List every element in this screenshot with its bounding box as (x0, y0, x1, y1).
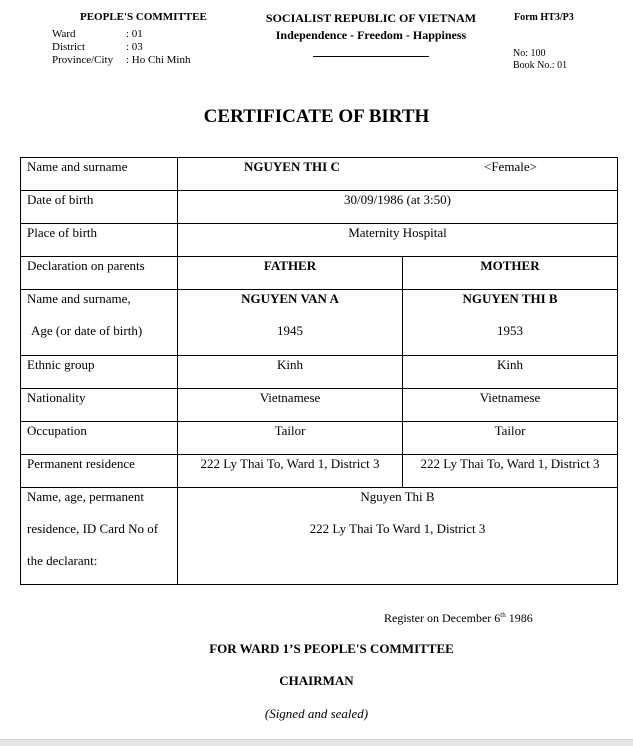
address-label: District (52, 41, 85, 53)
row-label (21, 488, 178, 585)
republic-name: SOCIALIST REPUBLIC OF VIETNAM (265, 11, 477, 25)
address-label: Ward (52, 28, 76, 40)
child-name-cell (178, 158, 618, 191)
mother-header: MOTHER (403, 257, 618, 290)
address-row-province (52, 54, 190, 67)
father-nationality: Vietnamese (178, 389, 403, 422)
national-motto: Independence - Freedom - Happiness (275, 28, 467, 42)
declarant-name: Nguyen Thi B (360, 489, 435, 504)
table-row (21, 356, 618, 389)
register-suffix: th (500, 611, 506, 619)
table-row (21, 191, 618, 224)
father-birth-year: 1945 (277, 323, 303, 338)
row-label: Declaration on parents (21, 257, 178, 290)
mother-name: NGUYEN THI B (462, 291, 558, 306)
mother-birth-year: 1953 (497, 323, 523, 338)
row-label: Occupation (21, 422, 178, 455)
signed-note: (Signed and sealed) (264, 706, 369, 721)
book-number: Book No.: 01 (513, 60, 568, 71)
parent-name-label: Name and surname, (27, 291, 131, 306)
register-year: 1986 (505, 611, 533, 625)
row-label: Date of birth (21, 191, 178, 224)
mother-identity (403, 290, 618, 356)
certificate-table (20, 157, 618, 585)
mother-ethnic: Kinh (403, 356, 618, 389)
issuing-address (52, 28, 190, 67)
address-value: : 03 (126, 41, 143, 53)
table-row (21, 224, 618, 257)
table-row (21, 389, 618, 422)
registration-numbers (513, 48, 567, 72)
address-label: Province/City (52, 54, 114, 66)
father-identity (178, 290, 403, 356)
declarant-label-line: residence, ID Card No of (27, 521, 159, 536)
row-label: Nationality (21, 389, 178, 422)
father-ethnic: Kinh (178, 356, 403, 389)
table-row (21, 455, 618, 488)
table-row (21, 422, 618, 455)
table-row (21, 290, 618, 356)
row-label (21, 290, 178, 356)
row-label: Ethnic group (21, 356, 178, 389)
mother-residence: 222 Ly Thai To, Ward 1, District 3 (403, 455, 618, 488)
address-row-district (52, 41, 190, 54)
mother-occupation: Tailor (403, 422, 618, 455)
father-occupation: Tailor (178, 422, 403, 455)
document-title: CERTIFICATE OF BIRTH (203, 106, 430, 127)
ward-committee-signature: FOR WARD 1’S PEOPLE'S COMMITTEE (209, 641, 454, 656)
motto-underline (313, 56, 429, 57)
row-label: Place of birth (21, 224, 178, 257)
declarant-info (178, 488, 618, 585)
table-row (21, 257, 618, 290)
chairman-title: CHAIRMAN (279, 673, 354, 688)
declarant-label-line: the declarant: (27, 553, 98, 568)
address-value: : Ho Chi Minh (126, 54, 191, 66)
row-label: Name and surname (21, 158, 178, 191)
child-name: NGUYEN THI C (244, 159, 340, 174)
mother-nationality: Vietnamese (403, 389, 618, 422)
child-sex: <Female> (484, 159, 537, 174)
form-code: Form HT3/P3 (514, 12, 574, 23)
address-value: : 01 (126, 28, 143, 40)
register-prefix: Register on December 6 (384, 611, 501, 625)
father-header: FATHER (178, 257, 403, 290)
row-label: Permanent residence (21, 455, 178, 488)
issuing-committee: PEOPLE'S COMMITTEE (80, 11, 207, 23)
father-name: NGUYEN VAN A (241, 291, 339, 306)
certificate-number: No: 100 (513, 48, 546, 59)
father-residence: 222 Ly Thai To, Ward 1, District 3 (178, 455, 403, 488)
table-row (21, 488, 618, 585)
declarant-address: 222 Ly Thai To Ward 1, District 3 (309, 521, 486, 536)
declarant-label-line: Name, age, permanent (27, 489, 144, 504)
date-of-birth: 30/09/1986 (at 3:50) (178, 191, 618, 224)
parent-age-label: Age (or date of birth) (31, 323, 143, 338)
place-of-birth: Maternity Hospital (178, 224, 618, 257)
table-row (21, 158, 618, 191)
address-row-ward (52, 28, 190, 41)
registration-date (384, 611, 533, 626)
